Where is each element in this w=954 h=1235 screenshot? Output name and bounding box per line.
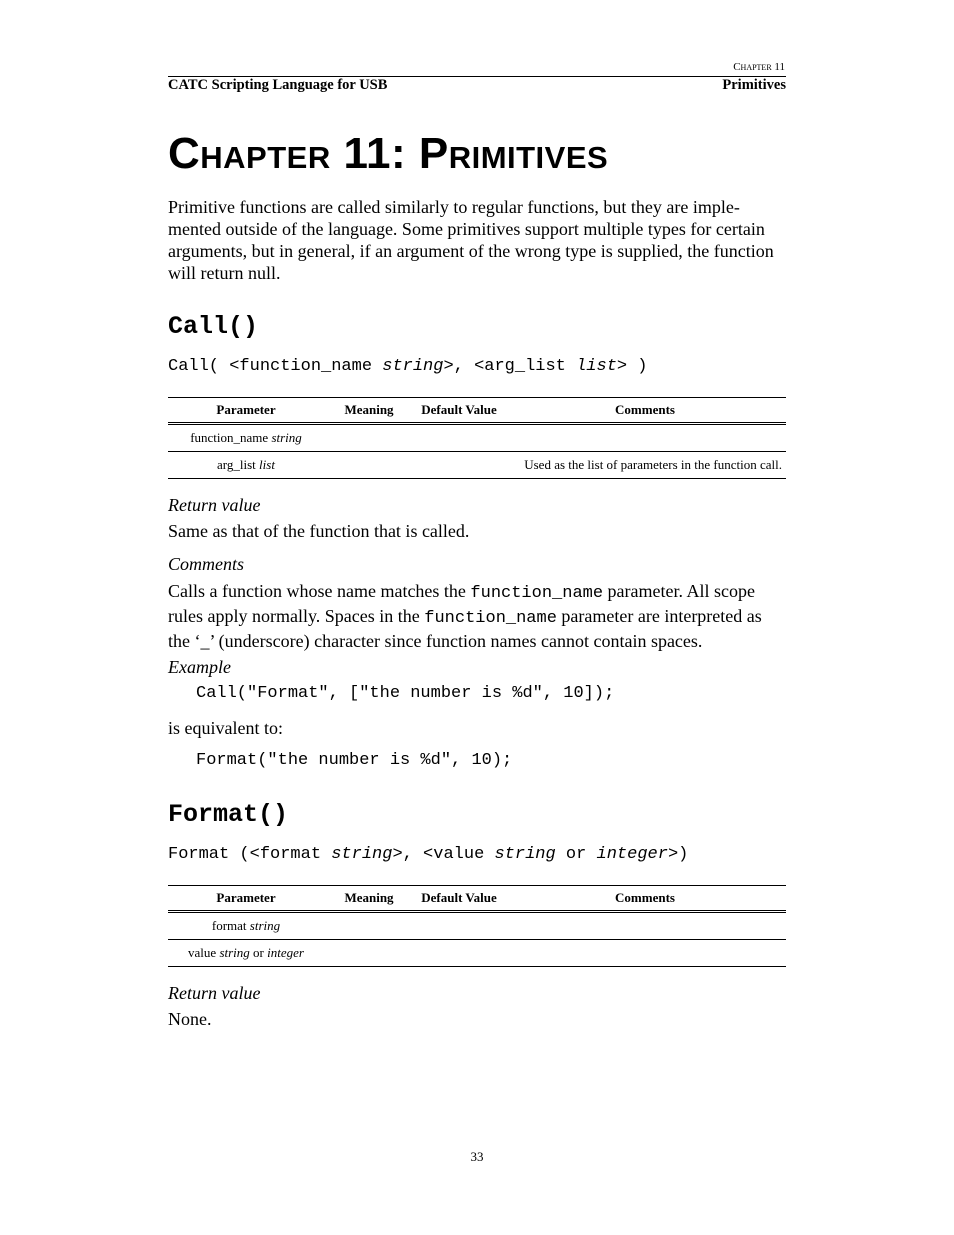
call-example-code: Call("Format", ["the number is %d", 10]); <box>196 684 615 703</box>
header-default-value: Default Value <box>421 890 497 905</box>
table-header-row <box>168 886 786 913</box>
format-return-label: Return value <box>168 983 261 1003</box>
call-comments-label: Comments <box>168 554 244 574</box>
call-parameter-table <box>168 397 786 479</box>
param-arg-list: arg_list list <box>217 457 275 472</box>
table-header-row <box>168 398 786 425</box>
param-arg-list-comment: Used as the list of parameters in the function call. <box>524 457 782 472</box>
intro-paragraph: Primitive functions are called similarly to regular functions, but they are imple-mented outside of the language. Some primitives support multiple types for certain arguments, but in general, if an argument of the wrong type is supplied, the function will return null. <box>168 197 774 283</box>
call-return-text: Same as that of the function that is called. <box>168 521 470 541</box>
param-value: value string or integer <box>188 945 304 960</box>
call-return-label: Return value <box>168 495 261 515</box>
call-section-title: Call() <box>168 312 259 341</box>
call-comments-paragraph: Calls a function whose name matches the function_name parameter. All scope rules apply normally. Spaces in the function_name parameter are interpreted as the ‘_’ (underscore) character since function names cannot contain spaces. <box>168 581 762 651</box>
header-doc-title: CATC Scripting Language for USB <box>168 77 388 93</box>
header-default-value: Default Value <box>421 402 497 417</box>
format-return-text: None. <box>168 1009 212 1029</box>
equivalent-text: is equivalent to: <box>168 718 283 738</box>
format-signature: Format (<format string>, <value string or integer>) <box>168 845 689 864</box>
header-parameter: Parameter <box>216 890 276 905</box>
header-chapter-label: Chapter 11 <box>733 61 785 73</box>
table-row <box>168 939 786 966</box>
table-row <box>168 425 786 451</box>
format-parameter-table <box>168 885 786 967</box>
header-meaning: Meaning <box>344 890 394 905</box>
header-comments: Comments <box>615 890 675 905</box>
call-signature: Call( <function_name string>, <arg_list list> ) <box>168 357 648 376</box>
header-comments: Comments <box>615 402 675 417</box>
call-example-label: Example <box>168 657 231 677</box>
header-parameter: Parameter <box>216 402 276 417</box>
format-section-title: Format() <box>168 800 289 829</box>
param-format: format string <box>211 918 281 933</box>
chapter-title: Chapter 11: Primitives <box>168 129 609 178</box>
header-section-title: Primitives <box>722 77 786 93</box>
header-meaning: Meaning <box>344 402 394 417</box>
page-number: 33 <box>470 1149 484 1164</box>
table-row <box>168 913 786 939</box>
table-row <box>168 451 786 478</box>
param-function-name: function_name string <box>190 430 302 445</box>
equivalent-code: Format("the number is %d", 10); <box>196 751 513 770</box>
